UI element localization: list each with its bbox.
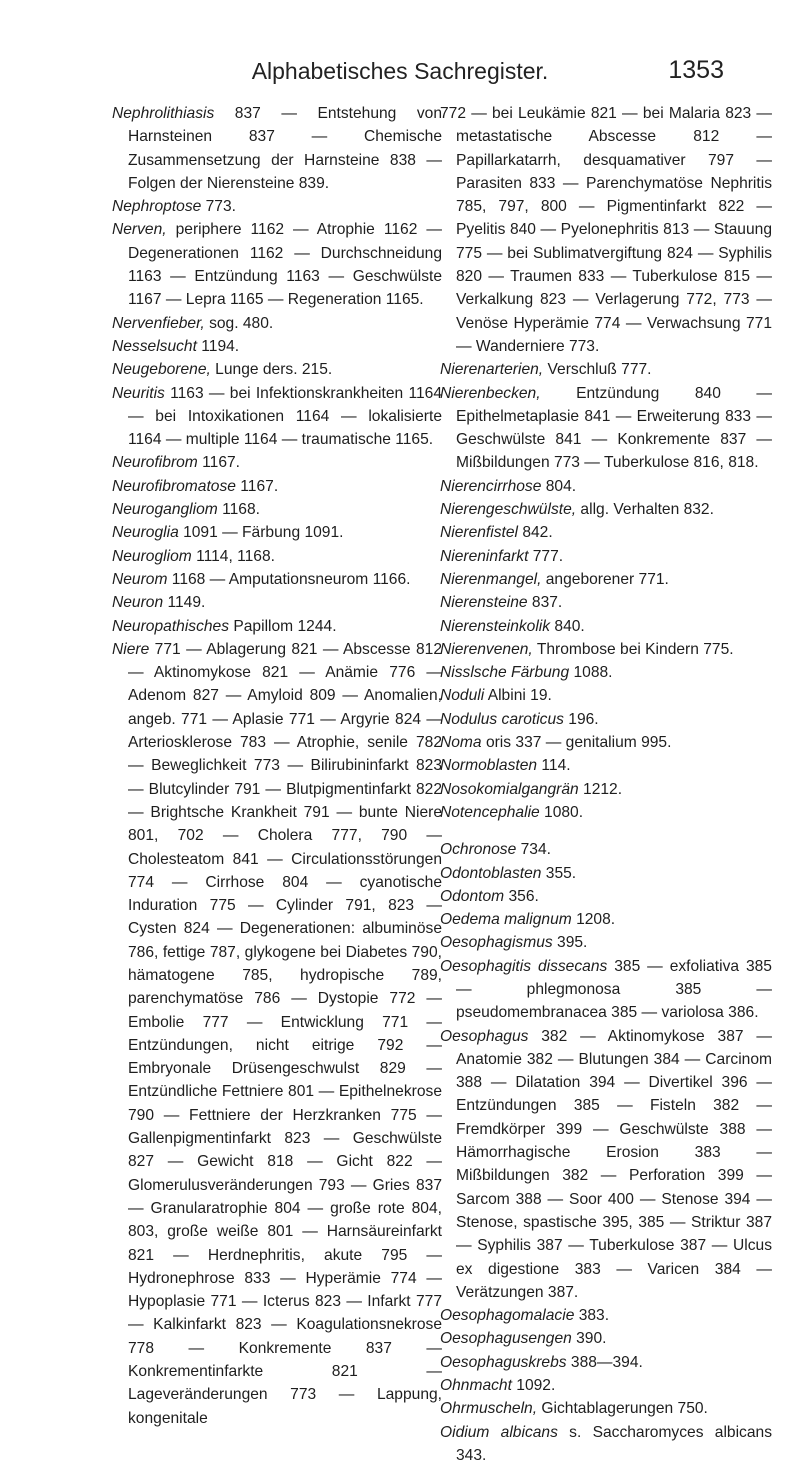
index-entry: [440, 545, 772, 568]
index-references: 777.: [528, 547, 564, 565]
index-term: Neurofibromatose: [112, 477, 236, 495]
index-references: 837 — Entstehung von Harnsteinen 837 — Chemische Zusammensetzung der Harnsteine 838 — Folgen der Nierensteine 839.: [128, 105, 442, 192]
index-term: Nierengeschwülste,: [440, 501, 577, 519]
index-references: 383.: [574, 1307, 610, 1325]
index-entry: [112, 521, 442, 544]
index-term: Niereninfarkt: [440, 547, 529, 565]
index-term: Neurogliom: [112, 547, 192, 565]
index-references: 1149.: [163, 594, 206, 612]
index-term: Odontoblasten: [440, 864, 542, 882]
index-term: Nervenfieber,: [112, 314, 205, 332]
index-term: Ochronose: [440, 841, 517, 859]
index-entry: [440, 1397, 772, 1420]
index-term: Nodulus caroticus: [440, 710, 564, 728]
index-references: Entzündung 840 — Epithelmetaplasie 841 — Erweiterung 833 — Geschwülste 841 — Konkremente 837 — Mißbildungen 773 — Tuberkulose 816, 818.: [456, 384, 772, 472]
index-references: 1167.: [235, 477, 279, 495]
index-term: Nephrolithiasis: [112, 105, 215, 122]
index-entry: [112, 498, 442, 521]
index-term: Neurom: [112, 570, 168, 588]
index-term: Normoblasten: [440, 757, 538, 775]
index-entry: [112, 218, 442, 311]
index-entry: [440, 708, 772, 731]
index-entry: [112, 451, 442, 474]
index-term: Neuroglia: [112, 524, 179, 542]
index-references: 842.: [518, 524, 553, 542]
index-references: Verschluß 777.: [543, 361, 652, 379]
index-references: 734.: [516, 841, 551, 859]
index-entry: [112, 568, 442, 591]
index-references: 356.: [504, 887, 539, 905]
index-entry: [112, 591, 442, 614]
index-term: Oesophaguskrebs: [440, 1353, 567, 1371]
index-entry: [440, 885, 772, 908]
index-entry: [112, 545, 442, 568]
index-entry: [440, 1351, 772, 1374]
index-entry: [440, 838, 772, 861]
index-entry: [440, 102, 772, 358]
index-references: 1092.: [511, 1377, 556, 1395]
index-references: s. Saccharomyces albicans 343.: [456, 1423, 772, 1464]
index-entry: [440, 684, 772, 707]
page-number: 1353: [668, 56, 724, 84]
index-term: Ohrmuscheln,: [440, 1400, 538, 1418]
index-references: 1168.: [217, 501, 260, 519]
index-entry: [112, 382, 442, 452]
index-term: Oidium albicans: [440, 1423, 558, 1441]
index-term: Niere: [112, 640, 150, 658]
index-term: Oesophagusengen: [440, 1330, 572, 1348]
index-entry: [440, 931, 772, 954]
index-term: Noduli: [440, 687, 485, 705]
index-term: Neurogangliom: [112, 501, 218, 519]
index-term: Nierenfistel: [440, 524, 518, 542]
index-references: 382 — Aktinomykose 387 — Anatomie 382 — Blutungen 384 — Carcinom 388 — Dilatation 394 — Divertikel 396 — Entzündungen 385 — Fisteln 382 — Fremdkörper 399 — Geschwülste 388 — Hämorrhagische Erosion 383 — Mißbildungen 382 — Perforation 399 — Sarcom 388 — Soor 400 — Stenose 394 — Stenose, spastische 395, 385 — Striktur 387 — Syphilis 387 — Tuberkulose 387 — Ulcus ex digestione 383 — Varicen 384 — Verätzungen 387.: [456, 1027, 772, 1301]
index-term: Nesselsucht: [112, 337, 197, 355]
index-term: Nierenmangel,: [440, 570, 542, 588]
index-entry: [440, 358, 772, 381]
index-term: Oesophagitis dissecans: [440, 957, 608, 975]
index-entry: [440, 731, 772, 754]
index-term: Noma: [440, 734, 482, 752]
index-entry: [112, 102, 442, 195]
index-term: Oesophagismus: [440, 934, 553, 952]
index-entry: [440, 908, 772, 931]
index-term: Nierensteine: [440, 594, 528, 612]
index-entry: [440, 661, 772, 684]
index-references: 1080.: [539, 803, 584, 821]
index-entry: [440, 475, 772, 498]
index-references: Thrombose bei Kindern 775.: [532, 640, 734, 658]
index-term: Nisslsche Färbung: [440, 664, 570, 682]
index-entry: [440, 382, 772, 475]
index-term: Nierenbecken,: [440, 384, 541, 402]
index-references: Papillom 1244.: [229, 617, 337, 635]
index-entry: [440, 1421, 772, 1467]
index-references: 388—394.: [566, 1353, 643, 1371]
index-term: Neuropathisches: [112, 617, 230, 635]
index-references: 114.: [537, 757, 571, 775]
index-references: 1168 — Amputationsneurom 1166.: [167, 570, 411, 588]
index-entry: [440, 591, 772, 614]
index-entry: [440, 754, 772, 777]
index-references: Albini 19.: [484, 687, 552, 705]
index-entry: [112, 335, 442, 358]
index-references: 804.: [541, 477, 577, 495]
index-references: 1208.: [571, 911, 616, 929]
index-entry: [112, 312, 442, 335]
index-term: Nephroptose: [112, 198, 202, 216]
index-references: 1091 — Färbung 1091.: [178, 524, 344, 542]
index-references: sog. 480.: [204, 314, 274, 332]
index-term: Nierenvenen,: [440, 640, 533, 658]
index-references: 1114, 1168.: [191, 547, 275, 565]
index-term: Neurofibrom: [112, 454, 198, 472]
index-references: 385 — exfoliativa 385 — phlegmonosa 385 — pseudomembranacea 385 — variolosa 386.: [456, 957, 772, 1022]
index-entry: [440, 1025, 772, 1305]
right-column: [440, 102, 772, 1467]
index-term: Oesophagus: [440, 1027, 529, 1045]
left-column: [112, 102, 442, 1430]
index-term: Neuritis: [112, 384, 165, 402]
index-entry: [440, 638, 772, 661]
index-references: oris 337 — genitalium 995.: [481, 734, 672, 752]
index-references: 771 — Ablagerung 821 — Abscesse 812 — Aktinomykose 821 — Anämie 776 — Adenom 827 — Amyloid 809 — Anomalien, angeb. 771 — Aplasie 771 — Argyrie 824 — Arteriosklerose 783 — Atrophie, senile 782 — Beweglichkeit 773 — Bilirubininfarkt 823 — Blutcylinder 791 — Blutpigmentinfarkt 822 — Brightsche Krankheit 791 — bunte Niere 801, 702 — Cholera 777, 790 — Cholesteatom 841 — Circulationsstörungen 774 — Cirrhose 804 — cyanotische Induration 775 — Cylinder 791, 823 — Cysten 824 — Degenerationen: albuminöse 786, fettige 787, glykogene bei Diabetes 790, hämatogene 785, hydropische 789, parenchymatöse 786 — Dystopie 772 — Embolie 777 — Entwicklung 771 — Entzündungen, nicht eitrige 792 — Embryonale Drüsengeschwulst 829 — Entzündliche Fettniere 801 — Epithelnekrose 790 — Fettniere der Herzkranken 775 — Gallenpigmentinfarkt 823 — Geschwülste 827 — Gewicht 818 — Gicht 822 — Glomerulusveränderungen 793 — Gries 837 — Granularatrophie 804 — große rote 804, 803, große weiße 801 — Harnsäureinfarkt 821 — Herdnephritis, akute 795 — Hydronephrose 833 — Hyperämie 774 — Hypoplasie 771 — Icterus 823 — Infarkt 777 — Kalkinfarkt 823 — Koagulationsnekrose 778 — Konkremente 837 — Konkrementinfarkte 821 — Lageveränderungen 773 — Lappung, kongenitale: [128, 640, 442, 1427]
index-term: Oesophagomalacie: [440, 1307, 575, 1325]
running-title: Alphabetisches Sachregister.: [251, 58, 549, 84]
index-term: Nerven,: [112, 221, 167, 239]
index-entry: [440, 521, 772, 544]
index-entry: [112, 358, 442, 381]
index-entry: [440, 1374, 772, 1397]
index-term: Nierenarterien,: [440, 361, 544, 379]
index-term: Odontom: [440, 887, 505, 905]
index-references: Gichtablagerungen 750.: [537, 1400, 708, 1418]
index-entry: [440, 778, 772, 801]
index-references: 196.: [563, 710, 599, 728]
index-entry: [112, 195, 442, 218]
index-entry: [440, 1304, 772, 1327]
index-references: 772 — bei Leukämie 821 — bei Malaria 823 — metastatische Abscesse 812 — Papillarkatarrh, desquamativer 797 — Parasiten 833 — Parenchymatöse Nephritis 785, 797, 800 — Pigmentinfarkt 822 — Pyelitis 840 — Pyelonephritis 813 — Stauung 775 — bei Sublimatvergiftung 824 — Syphilis 820 — Traumen 833 — Tuberkulose 815 — Verkalkung 823 — Verlagerung 772, 773 — Venöse Hyperämie 774 — Verwachsung 771 — Wanderniere 773.: [440, 105, 772, 355]
index-term: Neuron: [112, 594, 164, 612]
index-references: 837.: [527, 594, 563, 612]
index-entry: [440, 801, 772, 824]
index-references: Lunge ders. 215.: [210, 361, 333, 379]
index-references: 840.: [550, 617, 585, 635]
index-term: Nierencirrhose: [440, 477, 542, 495]
index-term: Nosokomialgangrän: [440, 780, 579, 798]
index-entry: [440, 955, 772, 1025]
index-entry: [440, 615, 772, 638]
index-references: 1088.: [569, 664, 613, 682]
index-term: Oedema malignum: [440, 911, 572, 929]
index-references: 355.: [541, 864, 577, 882]
index-references: 1167.: [197, 454, 240, 472]
index-references: angeborener 771.: [541, 570, 669, 588]
index-references: 1163 — bei Infektionskrankheiten 1164 — bei Intoxikationen 1164 — lokalisierte 1164 — multiple 1164 — traumatische 1165.: [128, 384, 442, 449]
index-references: 1212.: [578, 780, 623, 798]
index-entry: [112, 615, 442, 638]
index-term: Nierensteinkolik: [440, 617, 551, 635]
index-references: periphere 1162 — Atrophie 1162 — Degenerationen 1162 — Durchschneidung 1163 — Entzündung 1163 — Geschwülste 1167 — Lepra 1165 — Regeneration 1165.: [128, 221, 442, 309]
index-references: 395.: [552, 934, 588, 952]
index-entry: [440, 498, 772, 521]
index-references: 773.: [201, 198, 236, 216]
index-entry: [440, 568, 772, 591]
index-references: 390.: [571, 1330, 607, 1348]
index-term: Notencephalie: [440, 803, 540, 821]
index-term: Ohnmacht: [440, 1377, 512, 1395]
index-entry: [112, 638, 442, 1430]
index-entry: [440, 862, 772, 885]
index-references: allg. Verhalten 832.: [576, 501, 714, 519]
index-entry: [112, 475, 442, 498]
index-term: Neugeborene,: [112, 361, 211, 379]
index-entry: [440, 1327, 772, 1350]
index-references: 1194.: [196, 337, 240, 355]
